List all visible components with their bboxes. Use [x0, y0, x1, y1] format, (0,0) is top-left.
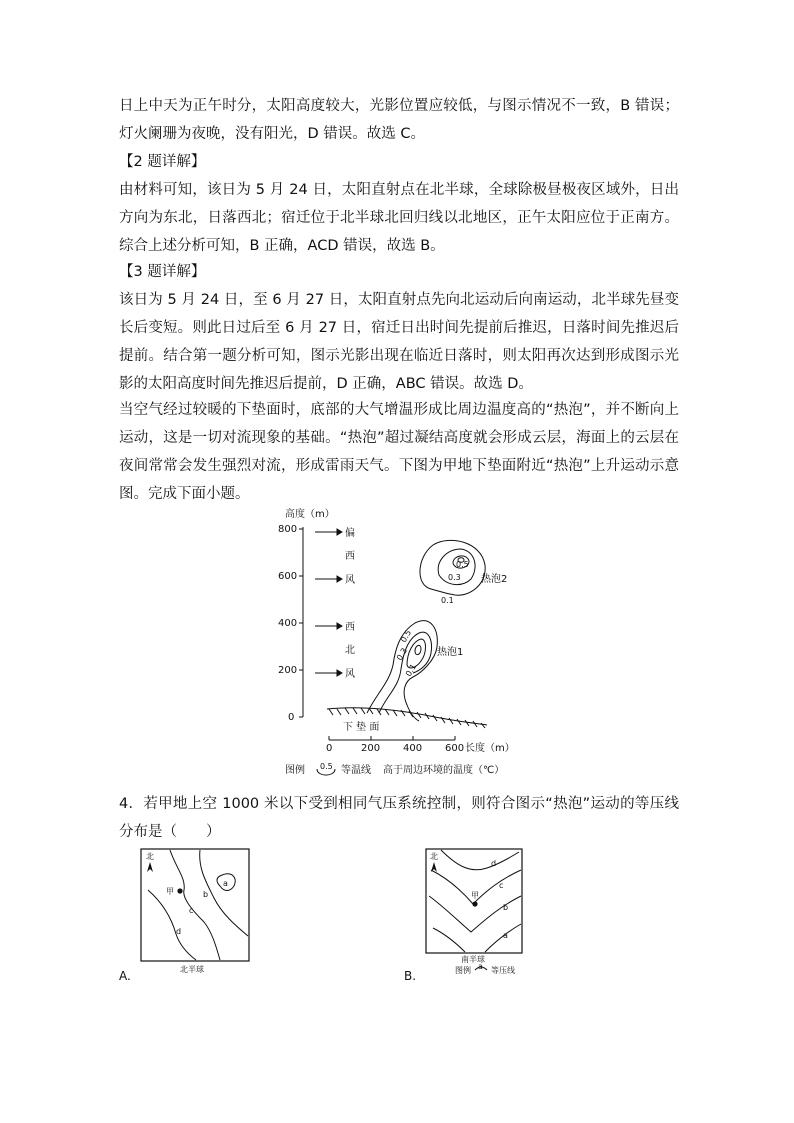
option-a-letter: A.: [119, 969, 131, 983]
map-b-north-label: 北: [430, 852, 438, 861]
map-a-north-label: 北: [146, 852, 154, 861]
map-b-label-c: c: [499, 881, 504, 890]
bubble-1-iso-05: 0.5: [398, 628, 414, 644]
map-b-legend-value: a: [478, 962, 483, 971]
paragraph-material: 当空气经过较暖的下垫面时，底部的大气增温形成比周边温度高的“热泡”，并不断向上运动，这是一切对流现象的基础。“热泡”超过凝结高度就会形成云层，海面上的云层在夜间常常会发生强烈对流，形成雷雨天气。下图为甲地下垫面附近“热泡”上升运动示意图。完成下面小题。: [119, 402, 679, 502]
paragraph-answer-1-end: 日上中天为正午时分，太阳高度较大，光影位置应较低，与图示情况不一致，B 错误；灯火阑珊为夜晚，没有阳光，D 错误。故选 C。: [119, 98, 679, 142]
map-b-caption: 南半球: [461, 955, 485, 964]
bubble-2-isotherms: [420, 540, 485, 595]
question-4-text: 4．若甲地上空 1000 米以下受到相同气压系统控制，则符合图示“热泡”运动的等压线分布是（ ）: [119, 796, 679, 840]
map-b-label-b: b: [503, 903, 509, 912]
surface-label: 下 垫 面: [343, 722, 380, 733]
map-b-label-a: a: [503, 931, 508, 940]
map-a-isobars: [148, 850, 248, 960]
map-a-label-d: d: [176, 927, 182, 936]
y-tick-400: 400: [278, 618, 298, 629]
y-ticks: [278, 524, 303, 723]
paragraph-answer-3: 该日为 5 月 24 日，至 6 月 27 日，太阳直射点先向北运动后向南运动，北半球先昼变长后变短。则此日过后至 6 月 27 日，宿迁日出时间先提前后推迟，日落时间先推迟后提前。结合第一题分析可知，图示光影出现在临近日落时，则太阳再次达到形成图示光影的太阳高度时间先推迟后提前，D 正确，ABC 错误。故选 D。: [119, 292, 679, 392]
legend-prefix: 图例: [285, 765, 305, 776]
map-a-point-jia: [177, 888, 182, 893]
x-tick-0: 0: [326, 743, 333, 754]
bubble-1-iso-03: 0.3: [394, 646, 410, 662]
option-b-letter: B.: [404, 969, 417, 983]
map-a-label-c: c: [189, 906, 194, 915]
heading-question-2-detail: 【2 题详解】: [119, 154, 206, 170]
y-axis-label: 高度（m）: [285, 509, 335, 520]
wind-char-2a: 西: [345, 622, 355, 633]
map-a-caption: 北半球: [180, 965, 204, 974]
wind-char-2b: 北: [345, 645, 355, 656]
bubble-1-iso-01: 0.1: [403, 662, 419, 678]
north-arrow-icon: [147, 862, 153, 872]
legend-note: 高于周边环境的温度（℃）: [383, 765, 505, 776]
legend-value: 0.5: [320, 762, 333, 771]
y-tick-0: 0: [288, 712, 295, 723]
bubble-2-iso-03: 0.3: [448, 573, 461, 582]
thermal-bubble-figure: [255, 505, 515, 783]
bubble-2-iso-01: 0.1: [441, 596, 454, 605]
x-axis-label: 长度（m）: [465, 743, 515, 754]
map-b-point-label: 甲: [471, 891, 479, 900]
wind-char-1a: 偏: [345, 528, 355, 539]
y-tick-600: 600: [278, 571, 298, 582]
bubble-2-label: 热泡2: [481, 574, 508, 585]
map-a-label-a: a: [223, 879, 228, 888]
bubble-2-iso-05: 0.5: [456, 560, 469, 569]
wind-char-1c: 风: [345, 575, 355, 586]
map-a-label-b: b: [203, 890, 209, 899]
wind-arrows: [315, 529, 342, 676]
map-b-legend-item: 等压线: [491, 966, 515, 975]
x-ticks: [329, 736, 455, 740]
map-b-legend-prefix: 图例: [455, 966, 471, 975]
x-tick-400: 400: [403, 743, 423, 754]
map-b: [425, 848, 537, 976]
y-tick-800: 800: [278, 524, 298, 535]
map-a-point-label: 甲: [166, 887, 174, 896]
paragraph-answer-2: 由材料可知，该日为 5 月 24 日，太阳直射点在北半球，全球除极昼极夜区域外，日出方向为东北，日落西北；宿迁位于北半球北回归线以北地区，正午太阳应位于正南方。综合上述分析可知，B 正确，ACD 错误，故选 B。: [119, 182, 679, 254]
heading-question-3-detail: 【3 题详解】: [119, 264, 206, 280]
bubble-1-label: 热泡1: [437, 647, 464, 658]
legend-item: 等温线: [341, 765, 371, 776]
wind-char-2c: 风: [345, 669, 355, 680]
map-b-label-d: d: [491, 859, 497, 868]
map-b-point-jia: [472, 901, 477, 906]
x-tick-200: 200: [361, 743, 381, 754]
x-tick-600: 600: [445, 743, 465, 754]
y-tick-200: 200: [278, 665, 298, 676]
map-a: [140, 848, 252, 976]
wind-char-1b: 西: [345, 551, 355, 562]
